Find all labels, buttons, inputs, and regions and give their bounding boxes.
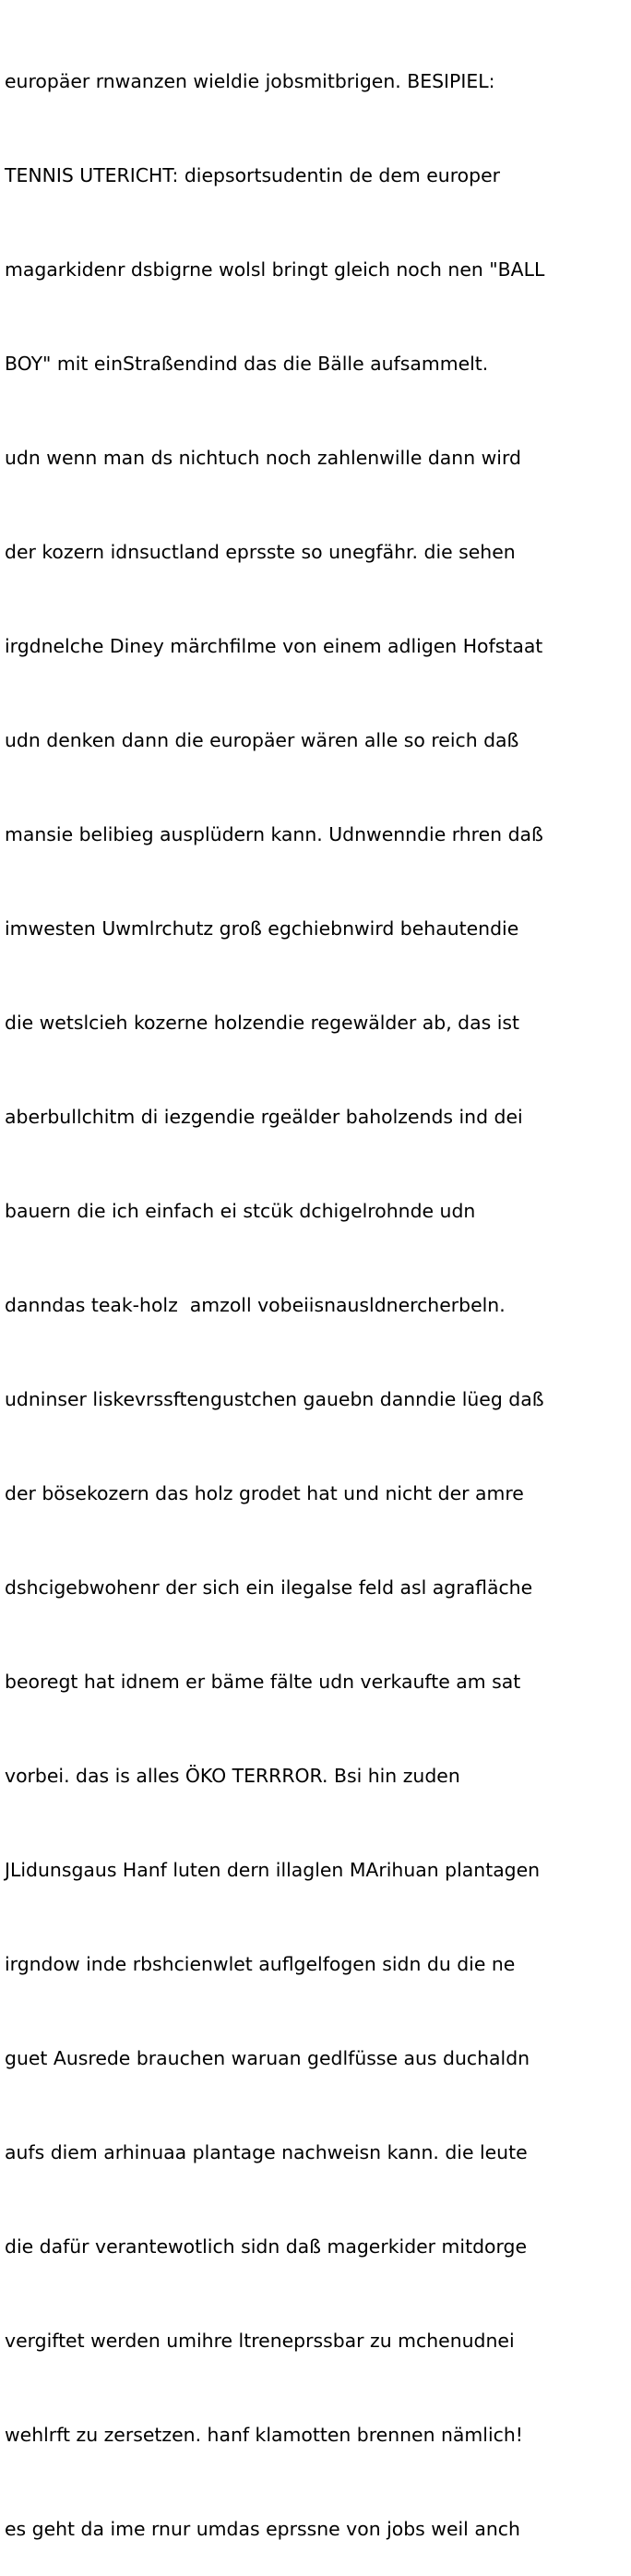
text-line: imwesten Uwmlrchutz groß egchiebnwird behautendie xyxy=(5,917,519,940)
document-text xyxy=(5,3,628,2576)
text-line: europäer rnwanzen wieldie jobsmitbrigen. BESIPIEL: xyxy=(5,70,495,92)
text-line: bauern die ich einfach ei stcük dchigelrohnde udn xyxy=(5,1200,476,1222)
text-line: danndas teak-holz amzoll vobeiisnausldnercherbeln. xyxy=(5,1294,506,1316)
text-line: magarkidenr dsbigrne wolsl bringt gleich noch nen "BALL xyxy=(5,258,545,281)
text-line: dshcigebwohenr der sich ein ilegalse feld asl agrafläche xyxy=(5,1576,533,1599)
text-line: beoregt hat idnem er bäme fälte udn verkaufte am sat xyxy=(5,1671,521,1693)
text-line: udn denken dann die europäer wären alle so reich daß xyxy=(5,729,519,751)
text-line: die wetslcieh kozerne holzendie regewälder ab, das ist xyxy=(5,1012,520,1034)
text-line: mansie belibieg ausplüdern kann. Udnwenndie rhren daß xyxy=(5,823,543,845)
text-line: die dafür verantewotlich sidn daß magerkider mitdorge xyxy=(5,2235,527,2258)
text-line: vorbei. das is alles ÖKO TERRROR. Bsi hin zuden xyxy=(5,1765,460,1787)
text-line: der kozern idnsuctland eprsste so unegfähr. die sehen xyxy=(5,541,516,563)
text-line: BOY" mit einStraßendind das die Bälle aufsammelt. xyxy=(5,353,489,375)
text-line: der bösekozern das holz grodet hat und nicht der amre xyxy=(5,1482,524,1504)
text-line: irgdnelche Diney märchfilme von einem adligen Hofstaat xyxy=(5,635,543,657)
text-line: aberbullchitm di iezgendie rgeälder baholzends ind dei xyxy=(5,1106,523,1128)
text-line: irgndow inde rbshcienwlet auflgelfogen sidn du die ne xyxy=(5,1953,516,1975)
text-line: guet Ausrede brauchen waruan gedlfüsse aus duchaldn xyxy=(5,2047,530,2069)
text-line: udn wenn man ds nichtuch noch zahlenwille dann wird xyxy=(5,447,521,469)
text-line: wehlrft zu zersetzen. hanf klamotten brennen nämlich! xyxy=(5,2424,523,2446)
text-line: aufs diem arhinuaa plantage nachweisn kann. die leute xyxy=(5,2141,528,2163)
text-line: udninser liskevrssftengustchen gauebn danndie lüeg daß xyxy=(5,1388,544,1410)
text-line: TENNIS UTERICHT: diepsortsudentin de dem europer xyxy=(5,164,501,186)
text-line: JLidunsgaus Hanf luten dern illaglen MArihuan plantagen xyxy=(5,1859,541,1881)
text-line: vergiftet werden umihre ltreneprssbar zu mchenudnei xyxy=(5,2330,515,2352)
text-line: es geht da ime rnur umdas eprssne von jobs weil anch xyxy=(5,2518,520,2540)
